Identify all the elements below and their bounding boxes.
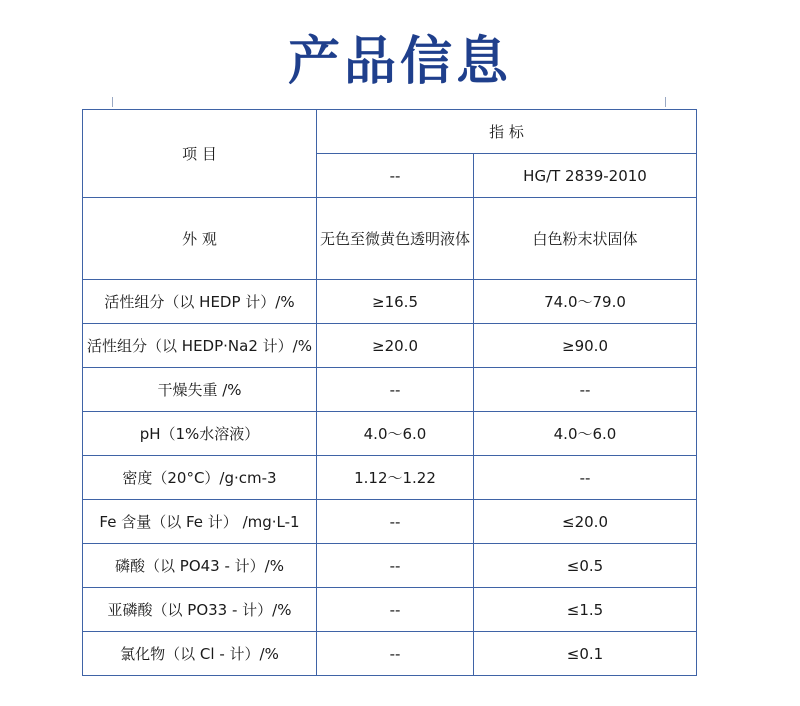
header-spec-cell: 指 标	[317, 110, 697, 154]
row-item-cell: 密度（20°C）/g·cm-3	[83, 456, 317, 500]
row-col2-cell: 74.0～79.0	[474, 280, 697, 324]
subheader-col1-cell: --	[317, 154, 474, 198]
row-col1-cell: --	[317, 588, 474, 632]
table-row	[83, 412, 697, 456]
row-col2-cell: --	[474, 368, 697, 412]
table-row	[83, 456, 697, 500]
row-col1-cell: --	[317, 632, 474, 676]
row-item-cell: Fe 含量（以 Fe 计） /mg·L-1	[83, 500, 317, 544]
row-col1-cell: 1.12～1.22	[317, 456, 474, 500]
table-row	[83, 280, 697, 324]
row-col2-cell: ≤0.1	[474, 632, 697, 676]
row-item-cell: 磷酸（以 PO43 - 计）/%	[83, 544, 317, 588]
table-row	[83, 500, 697, 544]
row-col2-cell: 白色粉末状固体	[474, 198, 697, 280]
row-col2-cell: ≤1.5	[474, 588, 697, 632]
row-col1-cell: ≥20.0	[317, 324, 474, 368]
subheader-col2-cell: HG/T 2839-2010	[474, 154, 697, 198]
row-col1-cell: --	[317, 368, 474, 412]
row-item-cell: 活性组分（以 HEDP 计）/%	[83, 280, 317, 324]
row-col1-cell: ≥16.5	[317, 280, 474, 324]
row-item-cell: pH（1%水溶液）	[83, 412, 317, 456]
row-col1-cell: --	[317, 544, 474, 588]
row-col1-cell: 无色至微黄色透明液体	[317, 198, 474, 280]
row-item-cell: 干燥失重 /%	[83, 368, 317, 412]
table-row	[83, 198, 697, 280]
row-col2-cell: --	[474, 456, 697, 500]
row-item-cell: 外 观	[83, 198, 317, 280]
table-row	[83, 324, 697, 368]
right-divider-tick	[665, 97, 666, 107]
table-row	[83, 632, 697, 676]
table-header-row	[83, 110, 697, 154]
row-item-cell: 活性组分（以 HEDP·Na2 计）/%	[83, 324, 317, 368]
row-col2-cell: ≤0.5	[474, 544, 697, 588]
page-title: 产品信息	[287, 32, 512, 92]
table-row	[83, 588, 697, 632]
spec-table	[82, 109, 697, 676]
header-item-cell: 项 目	[83, 110, 317, 198]
table-row	[83, 544, 697, 588]
row-col2-cell: ≥90.0	[474, 324, 697, 368]
left-divider-tick	[112, 97, 113, 107]
row-item-cell: 亚磷酸（以 PO33 - 计）/%	[83, 588, 317, 632]
row-col1-cell: --	[317, 500, 474, 544]
row-item-cell: 氯化物（以 Cl - 计）/%	[83, 632, 317, 676]
row-col1-cell: 4.0～6.0	[317, 412, 474, 456]
table-row	[83, 368, 697, 412]
row-col2-cell: 4.0～6.0	[474, 412, 697, 456]
row-col2-cell: ≤20.0	[474, 500, 697, 544]
